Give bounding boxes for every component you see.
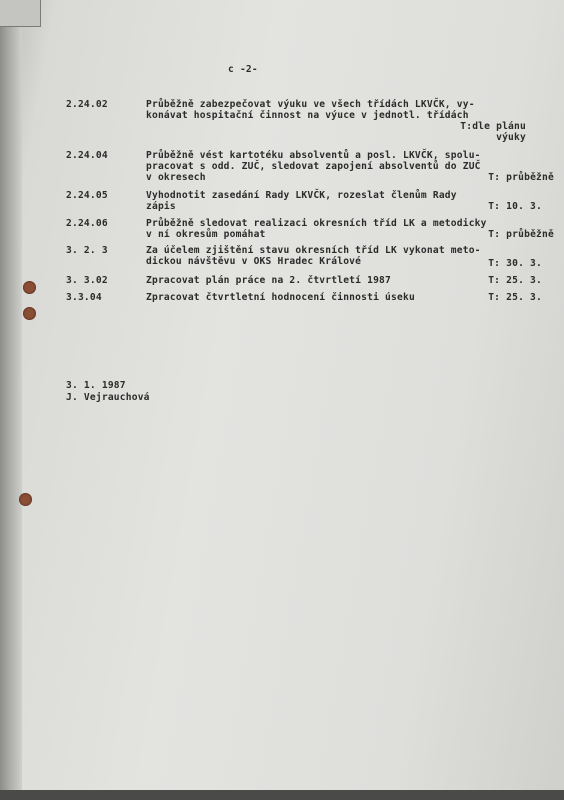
- table-surface-edge: [0, 790, 564, 800]
- item-code: 2.24.05: [66, 190, 108, 201]
- item-code: 3. 3.02: [66, 275, 108, 286]
- item-code: 2.24.02: [66, 99, 108, 110]
- folded-corner: [0, 0, 41, 27]
- page-fold-shadow: [0, 0, 22, 800]
- item-line: konávat hospitační činnost na výuce v jednotl. třídách: [146, 110, 469, 121]
- item-line: Zpracovat čtvrtletní hodnocení činnosti úseku: [146, 292, 415, 303]
- item-line: Vyhodnotit zasedání Rady LKVČK, rozeslat členům Rady: [146, 190, 457, 201]
- item-deadline: T: 10. 3.: [488, 201, 542, 212]
- item-code: 2.24.06: [66, 218, 108, 229]
- item-deadline: výuky: [496, 132, 526, 143]
- item-line: Za účelem zjištění stavu okresních tříd LK vykonat meto-: [146, 245, 481, 256]
- item-deadline: T: 25. 3.: [488, 292, 542, 303]
- signature-name: J. Vejrauchová: [66, 392, 150, 403]
- punch-hole: [19, 493, 32, 506]
- item-line: Zpracovat plán práce na 2. čtvrtletí 1987: [146, 275, 392, 286]
- item-line: Průběžně sledovat realizaci okresních tříd LK a metodicky: [146, 218, 487, 229]
- item-line: zápis: [146, 201, 176, 212]
- item-code: 3.3.04: [66, 292, 102, 303]
- item-line: Průběžně zabezpečovat výuku ve všech třídách LKVČK, vy-: [146, 99, 475, 110]
- item-line: v ní okresům pomáhat: [146, 229, 266, 240]
- item-deadline: T:dle plánu: [460, 121, 526, 132]
- page-number: c -2-: [228, 64, 258, 75]
- punch-hole: [23, 307, 36, 320]
- signature-date: 3. 1. 1987: [66, 380, 126, 391]
- item-deadline: T: 25. 3.: [488, 275, 542, 286]
- item-line: pracovat s odd. ZUČ, sledovat zapojení absolventů do ZUČ: [146, 161, 481, 172]
- item-line: dickou návštěvu v OKS Hradec Králové: [146, 256, 362, 267]
- item-deadline: T: 30. 3.: [488, 258, 542, 269]
- item-deadline: T: průběžně: [488, 172, 554, 183]
- punch-hole: [23, 281, 36, 294]
- item-line: Průběžně vést kartotéku absolventů a posl. LKVČK, spolu-: [146, 150, 481, 161]
- item-code: 2.24.04: [66, 150, 108, 161]
- item-line: v okresech: [146, 172, 206, 183]
- item-deadline: T: průběžně: [488, 229, 554, 240]
- item-code: 3. 2. 3: [66, 245, 108, 256]
